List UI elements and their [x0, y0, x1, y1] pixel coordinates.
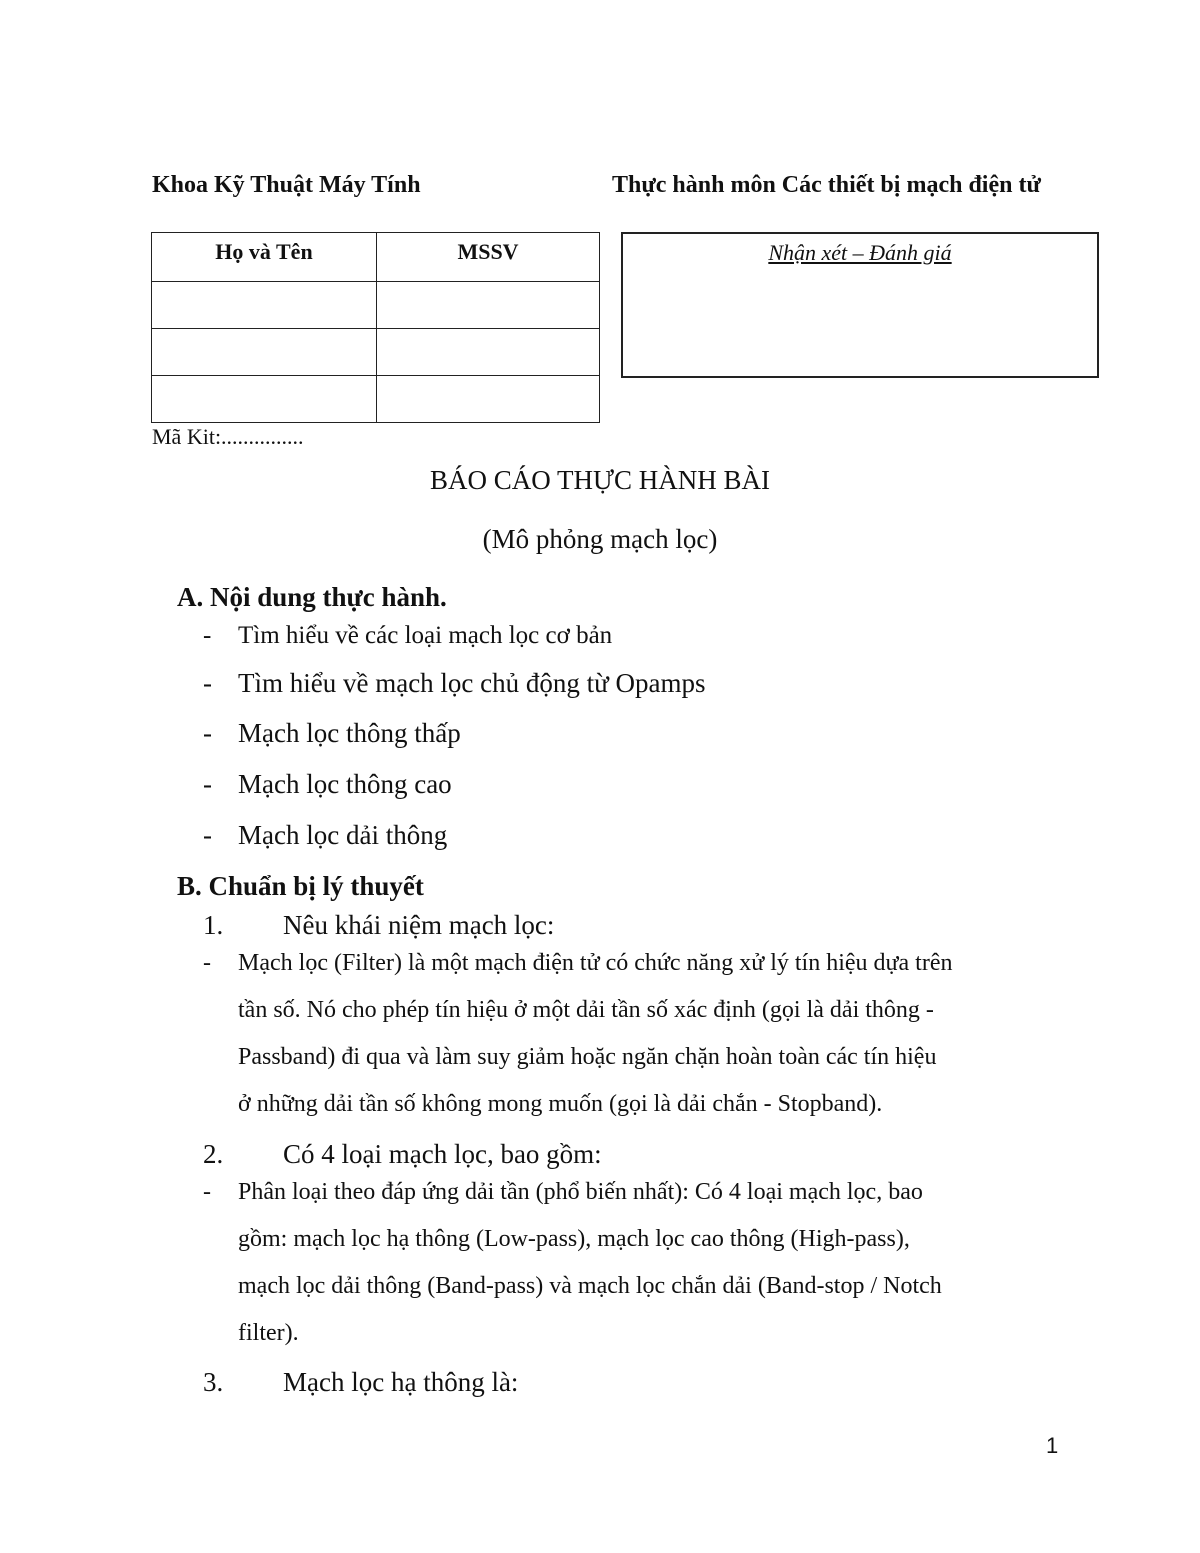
column-header-name: Họ và Tên [152, 233, 377, 282]
report-subtitle: (Mô phỏng mạch lọc) [482, 524, 718, 554]
question-text: Nêu khái niệm mạch lọc: [283, 910, 555, 940]
answer-line: Mạch lọc (Filter) là một mạch điện tử có chức năng xử lý tín hiệu dựa trên [238, 950, 953, 976]
name-cell[interactable] [152, 376, 377, 423]
list-item-text: Tìm hiểu về mạch lọc chủ động từ Opamps [238, 668, 706, 698]
question-number: 1. [203, 910, 224, 940]
question-number: 3. [203, 1367, 224, 1397]
bullet-dash: - [203, 718, 212, 748]
evaluation-title: Nhận xét – Đánh giá [768, 240, 952, 265]
answer-line: Passband) đi qua và làm suy giảm hoặc ngăn chặn hoàn toàn các tín hiệu [238, 1044, 937, 1070]
question-text: Mạch lọc hạ thông là: [283, 1367, 519, 1397]
name-cell[interactable] [152, 329, 377, 376]
question-number: 2. [203, 1139, 224, 1169]
report-title: BÁO CÁO THỰC HÀNH BÀI [430, 465, 770, 495]
header-course: Thực hành môn Các thiết bị mạch điện tử [612, 172, 1041, 198]
student-id-cell[interactable] [377, 282, 600, 329]
answer-line: gồm: mạch lọc hạ thông (Low-pass), mạch lọc cao thông (High-pass), [238, 1226, 910, 1252]
section-a-heading: A. Nội dung thực hành. [177, 582, 447, 612]
answer-line: mạch lọc dải thông (Band-pass) và mạch lọc chắn dải (Band-stop / Notch [238, 1273, 942, 1299]
list-item-text: Tìm hiểu về các loại mạch lọc cơ bản [238, 622, 613, 649]
header-faculty: Khoa Kỹ Thuật Máy Tính [152, 172, 421, 198]
section-b-heading: B. Chuẩn bị lý thuyết [177, 871, 424, 901]
table-row [152, 282, 600, 329]
page-number: 1 [1046, 1433, 1059, 1458]
student-info-table [151, 232, 600, 423]
list-item-text: Mạch lọc thông thấp [238, 718, 461, 748]
bullet-dash: - [203, 1179, 211, 1205]
student-id-cell[interactable] [377, 376, 600, 423]
student-id-cell[interactable] [377, 329, 600, 376]
bullet-dash: - [203, 820, 212, 850]
table-row [152, 376, 600, 423]
table-header-row [152, 233, 600, 282]
table-row [152, 329, 600, 376]
answer-line: filter). [238, 1320, 299, 1346]
evaluation-box [621, 232, 1099, 378]
list-item-text: Mạch lọc thông cao [238, 769, 452, 799]
bullet-dash: - [203, 622, 212, 649]
question-text: Có 4 loại mạch lọc, bao gồm: [283, 1139, 602, 1169]
answer-line: tần số. Nó cho phép tín hiệu ở một dải tần số xác định (gọi là dải thông - [238, 997, 934, 1023]
kit-code-label: Mã Kit:............... [152, 424, 304, 449]
bullet-dash: - [203, 950, 211, 976]
bullet-dash: - [203, 769, 212, 799]
list-item-text: Mạch lọc dải thông [238, 820, 448, 850]
bullet-dash: - [203, 668, 212, 698]
answer-line: Phân loại theo đáp ứng dải tần (phổ biến nhất): Có 4 loại mạch lọc, bao [238, 1179, 923, 1205]
name-cell[interactable] [152, 282, 377, 329]
column-header-student-id: MSSV [377, 233, 600, 282]
answer-line: ở những dải tần số không mong muốn (gọi là dải chắn - Stopband). [238, 1091, 883, 1117]
